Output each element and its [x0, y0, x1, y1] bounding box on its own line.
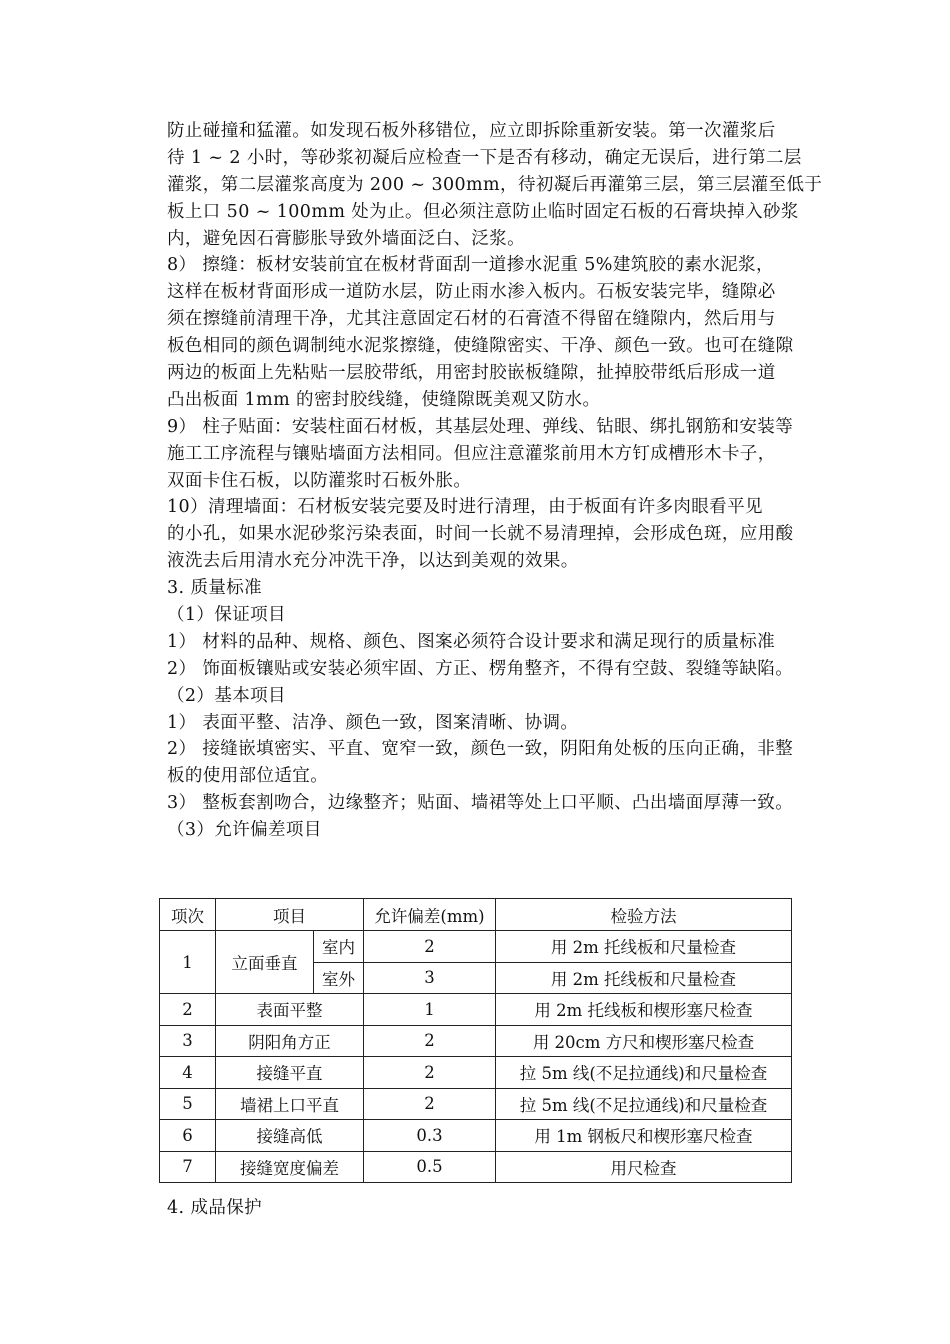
- text-line: 板上口 50 ~ 100mm 处为止。但必须注意防止临时固定石板的石膏块掉入砂浆: [167, 201, 799, 222]
- cell-item: 接缝平直: [216, 1057, 364, 1089]
- cell-no: 6: [160, 1120, 216, 1152]
- subsection-heading: （3）允许偏差项目: [167, 820, 322, 841]
- text-line: 两边的板面上先粘贴一层胶带纸，用密封胶嵌板缝隙，扯掉胶带纸后形成一道: [167, 363, 776, 384]
- text-line: 这样在板材背面形成一道防水层，防止雨水渗入板内。石板安装完毕，缝隙必: [167, 282, 776, 303]
- cell-method: 用尺检查: [496, 1151, 792, 1183]
- text-line: 板色相同的颜色调制纯水泥浆擦缝，使缝隙密实、干净、颜色一致。也可在缝隙: [167, 336, 794, 357]
- text-line: 防止碰撞和猛灌。如发现石板外移错位，应立即拆除重新安装。第一次灌浆后: [167, 121, 776, 141]
- section-heading-product-protection: 4. 成品保护: [167, 1198, 263, 1218]
- text-line: 施工工序流程与镶贴墙面方法相同。但应注意灌浆前用木方钉成槽形木卡子，: [167, 443, 776, 464]
- subsection-heading: （2）基本项目: [167, 685, 286, 706]
- text-line: 的小孔，如果水泥砂浆污染表面，时间一长就不易清理掉，会形成色斑，应用酸: [167, 524, 794, 545]
- cell-deviation: 0.3: [364, 1120, 496, 1152]
- cell-no: 1: [160, 931, 216, 994]
- table-row: [160, 1151, 792, 1183]
- text-line: 2） 饰面板镶贴或安装必须牢固、方正、楞角整齐，不得有空鼓、裂缝等缺陷。: [167, 658, 794, 679]
- text-line: 2） 接缝嵌填密实、平直、宽窄一致，颜色一致，阴阳角处板的压向正确，非整: [167, 739, 794, 760]
- deviation-table: [159, 898, 792, 1183]
- text-line: 凸出板面 1mm 的密封胶线缝，使缝隙既美观又防水。: [167, 389, 601, 410]
- subsection-heading: （1）保证项目: [167, 605, 286, 626]
- cell-method: 用 2m 托线板和尺量检查: [496, 962, 792, 994]
- header-cell: 允许偏差(mm): [364, 899, 496, 931]
- cell-no: 5: [160, 1088, 216, 1120]
- cell-method: 拉 5m 线(不足拉通线)和尺量检查: [496, 1057, 792, 1089]
- text-line: 液洗去后用清水充分冲洗干净，以达到美观的效果。: [167, 551, 579, 572]
- text-line: 灌浆，第二层灌浆高度为 200 ~ 300mm，待初凝后再灌第三层，第三层灌至低于: [167, 174, 823, 195]
- cell-deviation: 2: [364, 1025, 496, 1057]
- cell-item: 接缝高低: [216, 1120, 364, 1152]
- cell-deviation: 1: [364, 994, 496, 1026]
- cell-method: 拉 5m 线(不足拉通线)和尺量检查: [496, 1088, 792, 1120]
- body-text: [167, 118, 823, 844]
- cell-item: 阴阳角方正: [216, 1025, 364, 1057]
- cell-method: 用 2m 托线板和尺量检查: [496, 931, 792, 963]
- text-line: 须在擦缝前清理干净，尤其注意固定石材的石膏渣不得留在缝隙内，然后用与: [167, 309, 776, 330]
- text-line: 双面卡住石板，以防灌浆时石板外胀。: [167, 470, 472, 491]
- table-row: [160, 1057, 792, 1089]
- text-line: 待 1 ~ 2 小时，等砂浆初凝后应检查一下是否有移动，确定无误后，进行第二层: [167, 147, 802, 168]
- cell-item: 立面垂直: [216, 931, 314, 994]
- header-cell: 项次: [160, 899, 216, 931]
- text-line: 3） 整板套割吻合，边缘整齐；贴面、墙裙等处上口平顺、凸出墙面厚薄一致。: [167, 793, 794, 814]
- cell-method: 用 2m 托线板和楔形塞尺检查: [496, 994, 792, 1026]
- section-heading: 3. 质量标准: [167, 578, 263, 599]
- cell-item: 表面平整: [216, 994, 364, 1026]
- cell-deviation: 3: [364, 962, 496, 994]
- text-line: 1） 表面平整、洁净、颜色一致，图案清晰、协调。: [167, 712, 579, 733]
- table-row: [160, 1120, 792, 1152]
- cell-method: 用 20cm 方尺和楔形塞尺检查: [496, 1025, 792, 1057]
- table-header-row: [160, 899, 792, 931]
- cell-method: 用 1m 钢板尺和楔形塞尺检查: [496, 1120, 792, 1152]
- text-line: 8） 擦缝：板材安装前宜在板材背面刮一道掺水泥重 5%建筑胶的素水泥浆，: [167, 255, 774, 276]
- text-line: 板的使用部位适宜。: [167, 766, 329, 787]
- cell-deviation: 2: [364, 1057, 496, 1089]
- table-row: [160, 1025, 792, 1057]
- cell-deviation: 0.5: [364, 1151, 496, 1183]
- text-line: 1） 材料的品种、规格、颜色、图案必须符合设计要求和满足现行的质量标准: [167, 631, 776, 652]
- cell-no: 2: [160, 994, 216, 1026]
- cell-no: 3: [160, 1025, 216, 1057]
- text-line: 9） 柱子贴面：安装柱面石材板，其基层处理、弹线、钻眼、绑扎钢筋和安装等: [167, 416, 794, 437]
- cell-item: 墙裙上口平直: [216, 1088, 364, 1120]
- cell-no: 4: [160, 1057, 216, 1089]
- text-line: 10）清理墙面：石材板安装完要及时进行清理，由于板面有许多肉眼看平见: [167, 497, 763, 518]
- cell-deviation: 2: [364, 1088, 496, 1120]
- table-row: [160, 931, 792, 963]
- table-row: [160, 994, 792, 1026]
- cell-item: 接缝宽度偏差: [216, 1151, 364, 1183]
- header-cell: 检验方法: [496, 899, 792, 931]
- text-line: 内，避免因石膏膨胀导致外墙面泛白、泛浆。: [167, 228, 525, 249]
- header-cell: 项目: [216, 899, 364, 931]
- cell-subitem: 室内: [314, 931, 364, 963]
- table-row: [160, 1088, 792, 1120]
- cell-no: 7: [160, 1151, 216, 1183]
- cell-deviation: 2: [364, 931, 496, 963]
- cell-subitem: 室外: [314, 962, 364, 994]
